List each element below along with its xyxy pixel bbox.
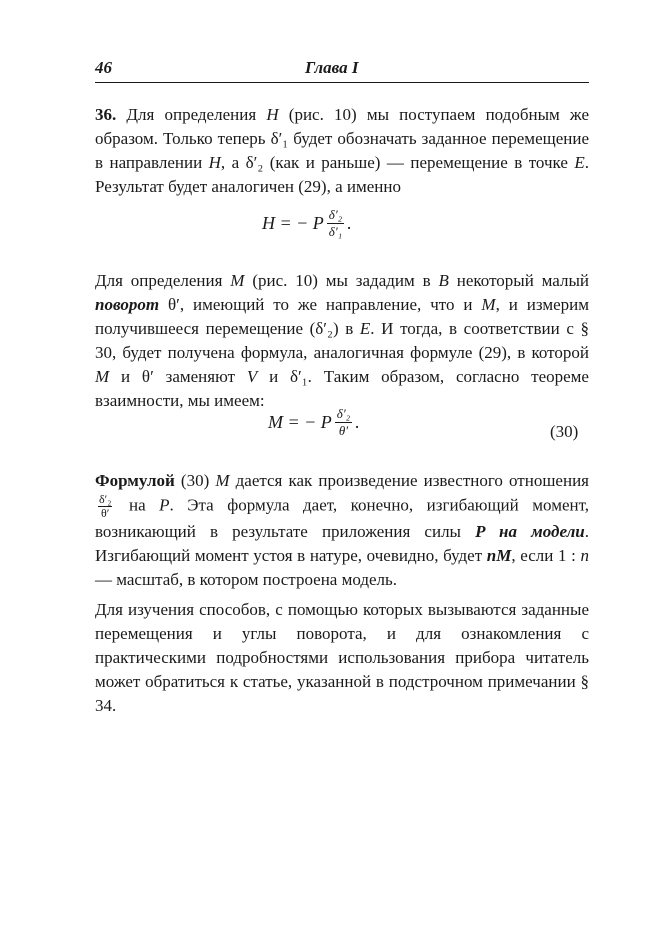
text-span: . Результат будет аналогичен (29), а именно <box>95 153 590 196</box>
emphasis: nM <box>486 546 512 565</box>
page-number: 46 <box>95 58 112 77</box>
formula-lhs: H = − P <box>262 213 324 233</box>
text-span: (30) <box>174 471 216 490</box>
symbol: M <box>95 367 110 386</box>
text-span: будет обозначать заданное перемещение в направлении <box>95 129 589 172</box>
fraction-numerator: δ′₂ <box>99 492 112 506</box>
fraction-numerator: δ′₂ <box>328 207 343 222</box>
text-span: и θ′ заменяют <box>109 367 247 386</box>
section-number: 36. <box>95 105 117 124</box>
symbol: B <box>438 271 449 290</box>
formula-end: . <box>347 213 352 233</box>
paragraph-formula-30 <box>95 469 589 592</box>
paragraph-moment <box>95 269 589 413</box>
symbol: M <box>481 295 496 314</box>
symbol: E <box>574 153 585 172</box>
symbol: V <box>246 367 258 386</box>
emphasis: Формулой <box>95 471 175 490</box>
text-span: . Изгибающий момент устоя в натуре, очевидно, будет <box>95 522 589 565</box>
text-span: некоторый малый <box>448 271 589 290</box>
symbol: H <box>208 153 221 172</box>
symbol: δ′₂ <box>245 153 264 172</box>
symbol: H <box>266 105 279 124</box>
formula-end: . <box>355 412 360 432</box>
chapter-title: Глава I <box>305 58 359 77</box>
text-span: на <box>115 495 160 515</box>
text-span: . Эта формула дает, конечно, изгибающий момент, возникающий в результате приложения силы <box>95 495 589 541</box>
text-span: Для определения <box>116 105 267 124</box>
text-span: (рис. 10) мы зададим в <box>244 271 439 290</box>
text-span: . И тогда, в соответствии с § 30, будет получена формула, аналогичная формуле (29), в которой <box>95 319 590 362</box>
formula-lhs: M = − P <box>268 412 332 432</box>
symbol: E <box>359 319 371 338</box>
paragraph-study-methods: Для изучения способов, с помощью которых вызываются заданные перемещения и углы поворота, и для ознакомления с практическими подробностями использования прибора читатель может обратиться к статье, указанной в подстрочном примечании § 34. <box>95 600 589 715</box>
formula-m <box>268 407 360 438</box>
symbol: P <box>159 495 170 515</box>
text-span: θ′, имеющий то же направление, что и <box>159 295 482 314</box>
symbol: δ′₁ <box>270 129 289 148</box>
symbol: M <box>230 271 245 290</box>
formula-fraction <box>327 208 344 239</box>
paragraph-36 <box>95 103 589 199</box>
page-header <box>95 58 589 83</box>
text-span: дается как произведение известного отношения <box>229 471 589 490</box>
symbol: M <box>215 471 230 490</box>
emphasis: P на модели <box>475 522 585 541</box>
text-span: , и измерим получившееся перемещение (δ′₂) в <box>95 295 589 338</box>
fraction-denominator: δ′₁ <box>328 224 343 239</box>
emphasis: поворот <box>95 295 160 314</box>
fraction-denominator: θ′ <box>101 506 110 520</box>
formula-fraction <box>335 407 352 438</box>
text-span: (рис. 10) мы поступаем подобным же образом. Только теперь <box>95 105 589 148</box>
text-span: и δ′₁. Таким образом, согласно теореме взаимности, мы имеем: <box>95 367 589 410</box>
inline-fraction <box>98 493 112 520</box>
text-span: Для определения <box>95 271 231 290</box>
text-span: (как и раньше) — перемещение в точке <box>263 153 575 172</box>
fraction-numerator: δ′₂ <box>336 406 351 421</box>
equation-number: (30) <box>550 422 579 441</box>
text-span: — масштаб, в котором построена модель. <box>95 570 398 589</box>
fraction-denominator: θ′ <box>338 423 349 438</box>
text-span: , а <box>220 153 246 172</box>
text-span: , если 1 : <box>511 546 581 565</box>
symbol: n <box>580 546 589 565</box>
formula-h <box>262 208 352 239</box>
